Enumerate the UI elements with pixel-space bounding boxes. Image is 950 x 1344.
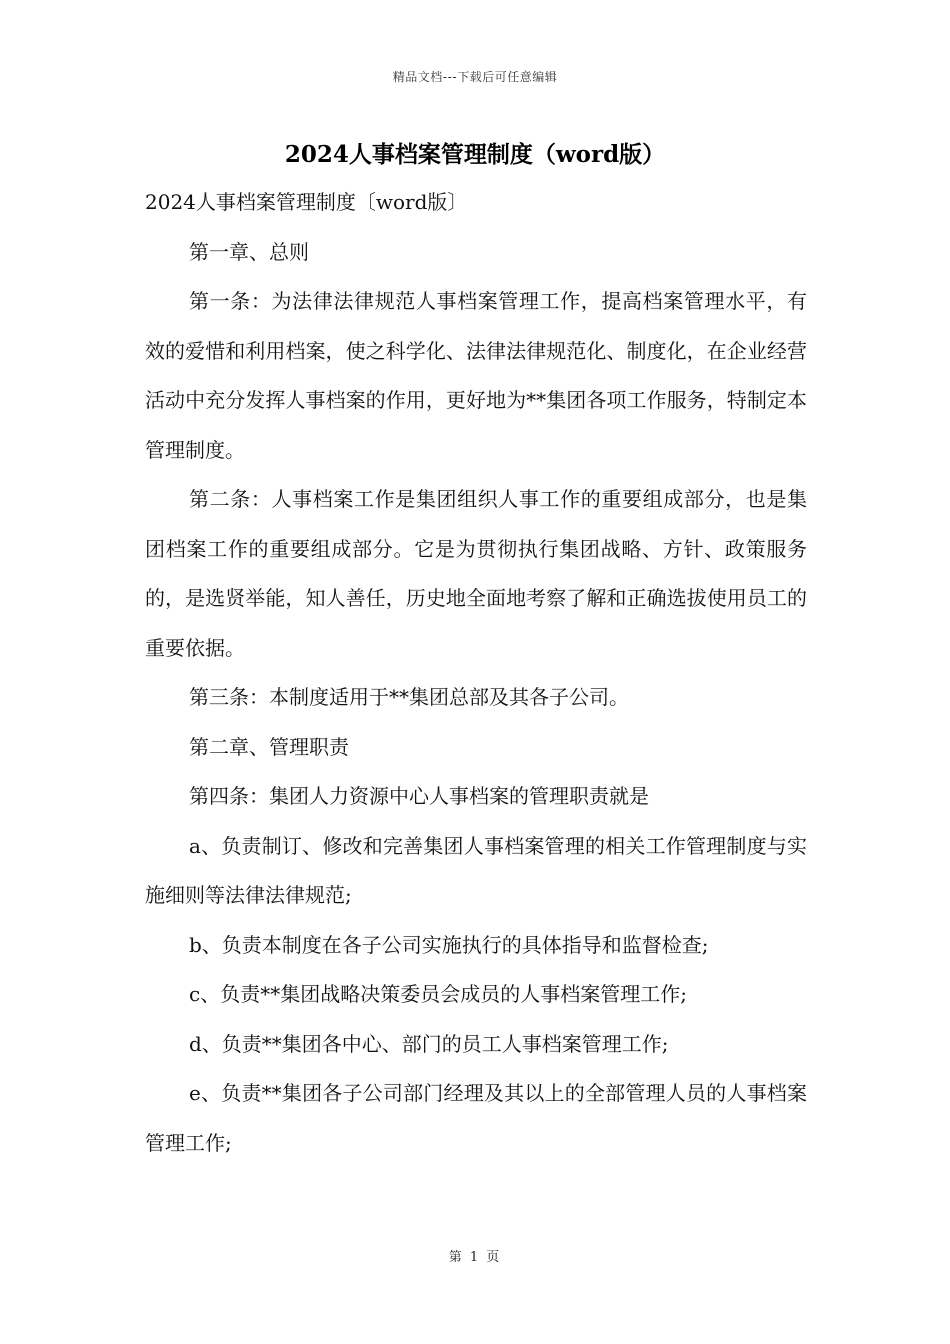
- article-paragraph: 第二条：人事档案工作是集团组织人事工作的重要组成部分，也是集团档案工作的重要组成部分。它是为贯彻执行集团战略、方针、政策服务的，是选贤举能，知人善任，历史地全面地考察了解和正确选拔使用员工的重要依据。: [145, 487, 807, 660]
- page-header: 精品文档---下载后可任意编辑: [392, 70, 558, 84]
- list-item: d、负责**集团各中心、部门的员工人事档案管理工作;: [189, 1031, 669, 1056]
- chapter-heading: 第二章、管理职责: [189, 734, 349, 759]
- list-item: c、负责**集团战略决策委员会成员的人事档案管理工作;: [189, 982, 687, 1006]
- page-number: 第 1 页: [448, 1250, 502, 1265]
- article-paragraph: 第一条：为法律法律规范人事档案管理工作，提高档案管理水平，有效的爱惜和利用档案，使之科学化、法律法律规范化、制度化，在企业经营活动中充分发挥人事档案的作用，更好地为**集团各项工作服务，特制定本管理制度。: [145, 289, 807, 462]
- article-paragraph: 第四条：集团人力资源中心人事档案的管理职责就是: [189, 784, 649, 808]
- document-title: 2024人事档案管理制度（word版）: [284, 141, 666, 168]
- list-item: e、负责**集团各子公司部门经理及其以上的全部管理人员的人事档案管理工作;: [145, 1081, 807, 1155]
- list-item: a、负责制订、修改和完善集团人事档案管理的相关工作管理制度与实施细则等法律法律规范;: [145, 833, 807, 907]
- article-paragraph: 第三条：本制度适用于**集团总部及其各子公司。: [189, 685, 629, 709]
- subtitle-paragraph: 2024人事档案管理制度〔word版〕: [145, 190, 468, 214]
- list-item: b、负责本制度在各子公司实施执行的具体指导和监督检查;: [189, 932, 709, 957]
- chapter-heading: 第一章、总则: [189, 239, 309, 264]
- document-body: [145, 178, 807, 1168]
